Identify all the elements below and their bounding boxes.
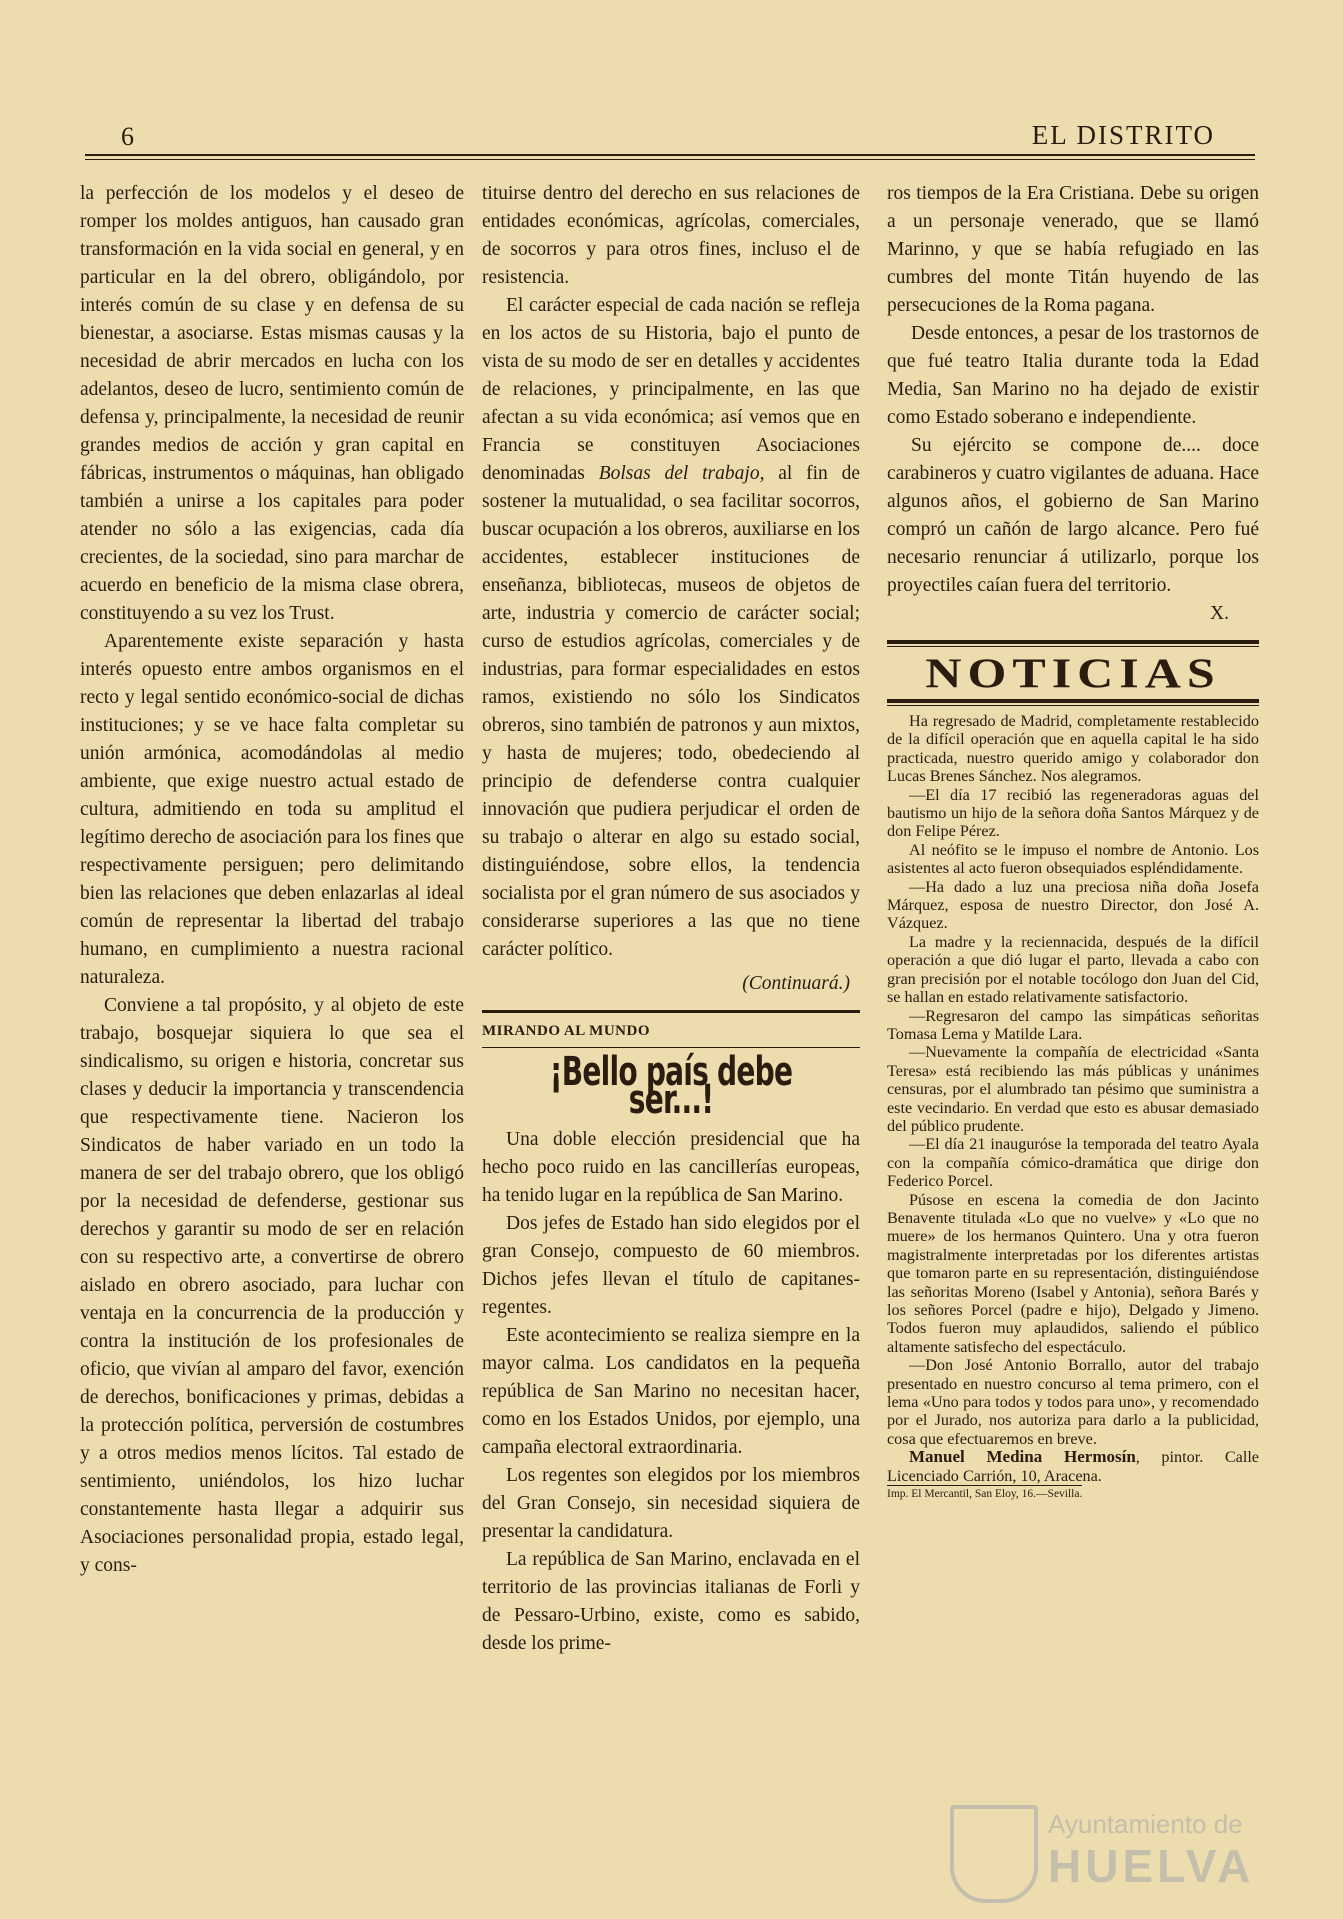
- news-item: Púsose en escena la comedia de don Jacinto Benavente titulada «Lo que no vuelve» y «Lo que no muere» de los hermanos Quintero. Una y otra fueron magistralmente interpretadas por los diferentes artistas que tomaron parte en su representación, distinguiéndose las señoritas Moreno (Isabel y Antonia), señora Barés y los señores Porcel (padre e hijo), Delgado y Jimeno. Todos fueron muy aplaudidos, saliendo el público altamente satisfecho del espectáculo.: [887, 1190, 1259, 1356]
- imprint-text: Imp. El Mercantil, San Eloy, 16.—Sevilla.: [887, 1485, 1082, 1500]
- news-item: —El día 21 inauguróse la temporada del teatro Ayala con la compañía cómico-dramática que dirige don Federico Porcel.: [887, 1135, 1259, 1191]
- noticias-rule: [887, 640, 1259, 647]
- watermark: [950, 1805, 1280, 1895]
- advertisement: [887, 1448, 1259, 1485]
- news-item: —Don José Antonio Borrallo, autor del trabajo presentado en nuestro concurso al tema primero, con el lema «Uno para todos y todos para uno», y recomendado por el Jurado, nos autoriza para darlo a la publicidad, cosa que efectuaremos en breve.: [887, 1356, 1259, 1448]
- story-paragraph: Su ejército se compone de.... doce carabineros y cuatro vigilantes de aduana. Hace algunos años, el gobierno de San Marino compró un cañón de largo alcance. Pero fué necesario renunciar á utilizarlo, porque los proyectiles caían fuera del territorio.: [887, 435, 1259, 596]
- story-paragraph: Dos jefes de Estado han sido elegidos por el gran Consejo, compuesto de 60 miembros. Dichos jefes llevan el título de capitanes-regentes.: [482, 1213, 860, 1318]
- imprint: [887, 1485, 1259, 1503]
- page-header: [85, 118, 1255, 154]
- news-item: —Regresaron del campo las simpáticas señoritas Tomasa Lema y Matilde Lara.: [887, 1006, 1259, 1043]
- story-paragraph: La república de San Marino, enclavada en el territorio de las provincias italianas de Forli y de Pessaro-Urbino, existe, como es sabido, desde los prime-: [482, 1549, 860, 1654]
- section-label: MIRANDO AL MUNDO: [482, 1017, 860, 1048]
- story-paragraph: Este acontecimiento se realiza siempre en la mayor calma. Los candidatos en la pequeña república de San Marino no necesitan hacer, como en los Estados Unidos, por ejemplo, una campaña electoral extraordinaria.: [482, 1325, 860, 1458]
- noticias-rule: [887, 699, 1259, 706]
- ad-text: , pintor. Calle Licenciado Carrión, 10, Aracena.: [887, 1448, 1259, 1485]
- column-1: [80, 180, 464, 1580]
- watermark-line-2: HUELVA: [1048, 1840, 1255, 1892]
- story-headline: ¡Bello país debe ser...!: [549, 1049, 793, 1123]
- news-item: —El día 17 recibió las regeneradoras aguas del bautismo un hijo de la señora doña Santos Márquez y de don Felipe Pérez.: [887, 785, 1259, 841]
- story-paragraph: Los regentes son elegidos por los miembros del Gran Consejo, sin necesidad siquiera de presentar la candidatura.: [482, 1465, 860, 1542]
- article-paragraph: la perfección de los modelos y el deseo de romper los moldes antiguos, han causado gran transformación en la vida social en general, y en particular en la del obrero, obligándolo, por interés común de su clase y en defensa de su bienestar, a asociarse. Estas mismas causas y la necesidad de abrir mercados en lucha con los adelantos, deseo de lucro, sentimiento común de defensa y, principalmente, la necesidad de reunir grandes medios de acción y gran capital en fábricas, instrumentos o máquinas, han obligado también a unirse a los capitales para poder atender no sólo a las exigencias, cada día crecientes, de la sociedad, sino para marchar de acuerdo en beneficio de la misma clase obrera, constituyendo a su vez los Trust.: [80, 183, 464, 624]
- article-paragraph: tituirse dentro del derecho en sus relaciones de entidades económicas, agrícolas, comerciales, de socorros y para otros fines, incluso el de resistencia.: [482, 183, 860, 288]
- continued-notice: (Continuará.): [742, 973, 850, 994]
- column-2: [482, 180, 860, 1658]
- story-paragraph: Desde entonces, a pesar de los trastornos de que fué teatro Italia durante toda la Edad Media, San Marino no ha dejado de existir como Estado soberano e independiente.: [887, 323, 1259, 428]
- story-signoff: X.: [1210, 603, 1229, 624]
- watermark-line-1: Ayuntamiento de: [1048, 1809, 1243, 1839]
- news-list: [887, 712, 1259, 1503]
- news-item: —Nuevamente la compañía de electricidad «Santa Teresa» está recibiendo las más públicas y unánimes censuras, por el alumbrado tan pésimo que suministra a este vecindario. En verdad que esto es abusar demasiado del público prudente.: [887, 1043, 1259, 1135]
- ad-name: Manuel Medina Hermosín: [909, 1447, 1136, 1467]
- page-number: 6: [121, 122, 134, 151]
- article-text: El carácter especial de cada nación se refleja en los actos de su Historia, bajo el punto de vista de su modo de ser en detalles y accidentes de relaciones, y principalmente, en las que afectan a su vida económica; así vemos que en Francia se constituyen Asociaciones denominadas: [482, 295, 860, 484]
- article-paragraph: [482, 292, 860, 964]
- news-item: Al neófito se le impuso el nombre de Antonio. Los asistentes al acto fueron obsequiados espléndidamente.: [887, 840, 1259, 878]
- shield-icon: [950, 1805, 1038, 1903]
- article-paragraph: Aparentemente existe separación y hasta interés opuesto entre ambos organismos en el recto y legal sentido económico-social de dichas instituciones; y se ve hace falta completar su unión armónica, acomodándolas al medio ambiente, que exige nuestro actual estado de cultura, admitiendo en toda su amplitud el legítimo derecho de asociación para los fines que respectivamente persiguen; pero delimitando bien las relaciones que deben enlazarlas al ideal común de representar la libertad del trabajo humano, en cumplimiento a nuestra racional naturaleza.: [80, 631, 464, 988]
- news-item: —Ha dado a luz una preciosa niña doña Josefa Márquez, esposa de nuestro Director, don José A. Vázquez.: [887, 877, 1259, 933]
- news-item: Ha regresado de Madrid, completamente restablecido de la difícil operación que en aquella capital le ha sido practicada, nuestro querido amigo y colaborador don Lucas Brenes Sánchez. Nos alegramos.: [887, 712, 1259, 786]
- article-paragraph: Conviene a tal propósito, y al objeto de este trabajo, bosquejar siquiera lo que sea el sindicalismo, su origen e historia, concretar sus clases y deducir la importancia y transcendencia que respectivamente tiene. Nacieron los Sindicatos de haber variado en un todo la manera de ser del trabajo obrero, que los obligó por la necesidad de defenderse, gestionar sus derechos y garantir su modo de ser en relación con su respectivo arte, a convertirse de obrero aislado en obrero asociado, para luchar con ventaja en la concurrencia de la producción y contra la institución de los profesionales de oficio, que vivían al amparo del favor, exención de derechos, bonificaciones y primas, debidas a la protección política, perversión de costumbres y a otros medios menos lícitos. Tal estado de sentimiento, uniéndolos, los hizo luchar constantemente hasta llegar a adquirir sus Asociaciones personalidad propia, estado legal, y cons-: [80, 995, 464, 1576]
- header-rule: [85, 154, 1255, 160]
- italic-term: Bolsas del trabajo: [598, 463, 760, 484]
- column-3: [887, 180, 1259, 1503]
- story-paragraph: Una doble elección presidencial que ha hecho poco ruido en las cancillerías europeas, ha tenido lugar en la república de San Marino.: [482, 1129, 860, 1206]
- noticias-section: [887, 640, 1259, 1503]
- article-text: , al fin de sostener la mutualidad, o sea facilitar socorros, buscar ocupación a los obreros, auxiliarse en los accidentes, establecer instituciones de enseñanza, bibliotecas, museos de objetos de arte, industria y comercio de carácter social; curso de estudios agrícolas, comerciales y de industrias, para formar especialidades en estos ramos, existiendo no sólo los Sindicatos obreros, sino también de patronos y aun mixtos, y hasta de mujeres; todo, obedeciendo al principio de defenderse contra cualquier innovación que pudiera perjudicar el orden de su trabajo o alterar en algo su estado social, distinguiéndose, sobre ellos, la tendencia socialista por el gran número de sus asociados y considerarse superiores a las que no tiene carácter político.: [482, 463, 861, 960]
- story-paragraph: ros tiempos de la Era Cristiana. Debe su origen a un personaje venerado, que se llamó Marinno, y que se había refugiado en las cumbres del monte Titán huyendo de las persecuciones de la Roma pagana.: [887, 183, 1259, 316]
- news-item: La madre y la reciennacida, después de la difícil operación a que dió lugar el parto, llevada a cabo con gran precisión por el notable tocólogo don Juan del Cid, se hallan en estado relativamente satisfactorio.: [887, 932, 1259, 1007]
- noticias-title: NOTICIAS: [925, 649, 1221, 697]
- section-rule: [482, 1010, 860, 1013]
- newspaper-name: EL DISTRITO: [1031, 120, 1215, 150]
